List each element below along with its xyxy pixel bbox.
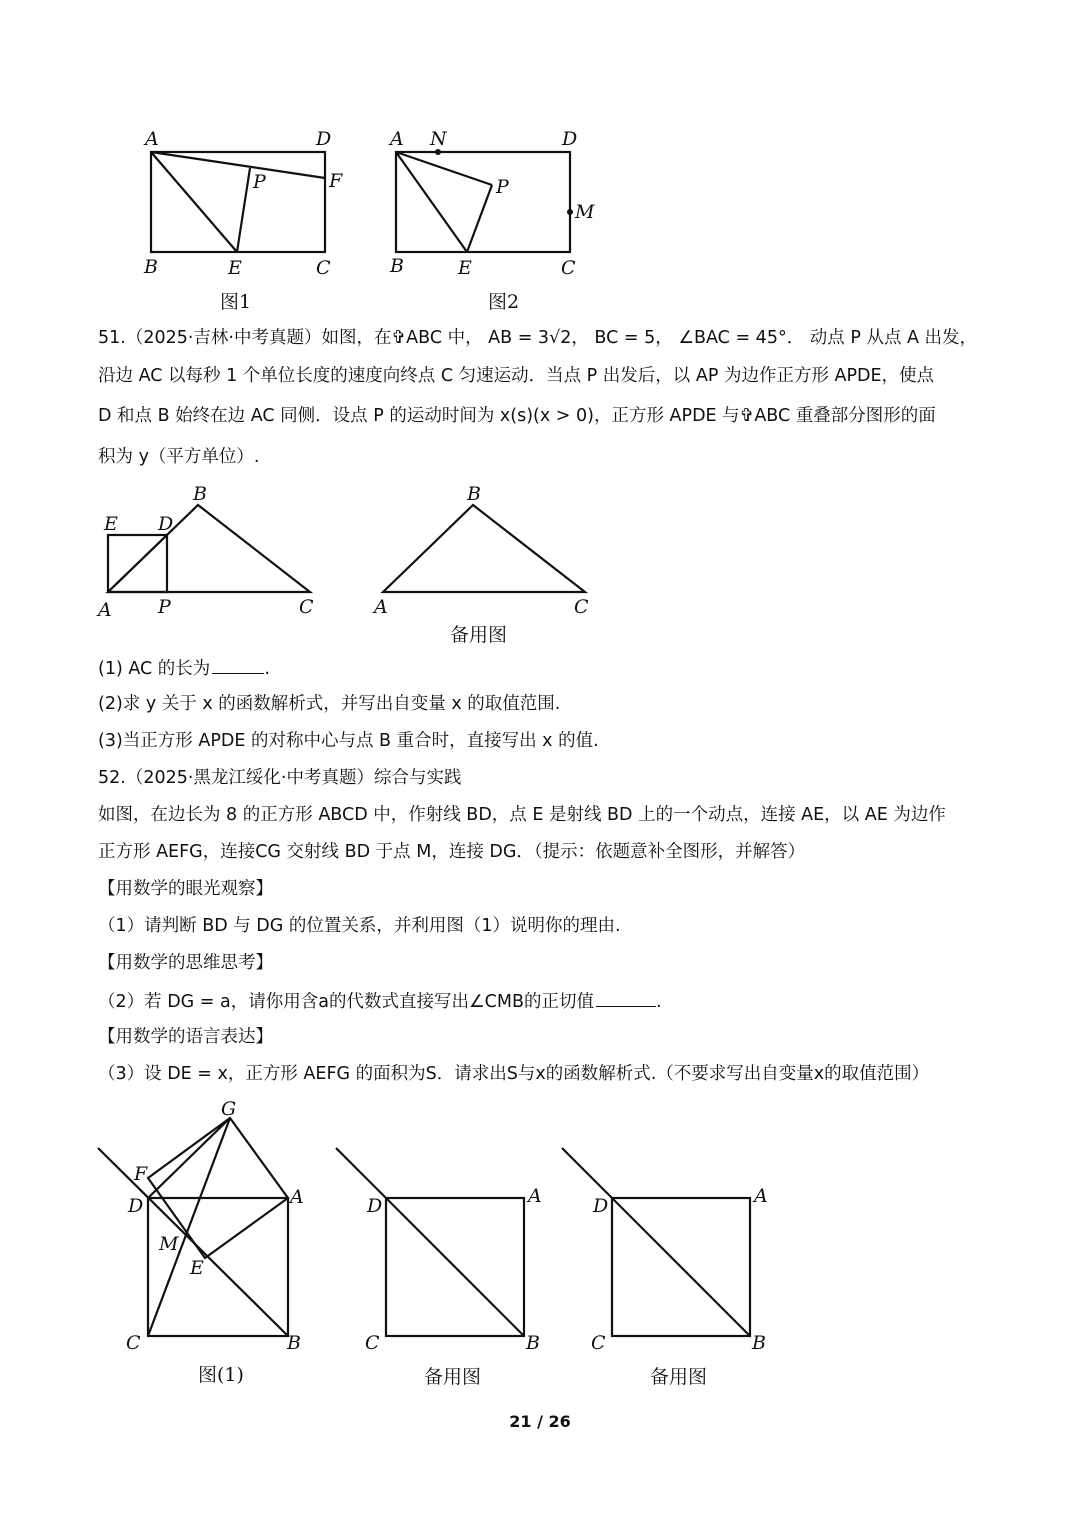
q51-line-4: 积为 y（平方单位）. — [98, 447, 260, 467]
fig2-segment-ap — [396, 152, 492, 185]
q52-fig1-label-m: M — [159, 1233, 179, 1255]
q51-spare-figure — [0, 470, 1080, 650]
q51-line-2: 沿边 AC 以每秒 1 个单位长度的速度向终点 C 匀速运动．当点 P 出发后，以 AP 为边作正方形 APDE，使点 — [98, 366, 935, 386]
fig2-label-d: D — [562, 128, 578, 150]
figure-2 — [0, 0, 1080, 320]
q52-sub-2 — [98, 988, 662, 1014]
fig1-label-e: E — [228, 257, 242, 279]
q52-fig1-label-f: F — [134, 1163, 148, 1185]
q52-spareC-label-a: A — [754, 1185, 768, 1207]
q52-line-3: 正方形 AEFG，连接CG 交射线 BD 于点 M，连接 DG．（提示：依题意补全图形，并解答） — [98, 842, 806, 862]
fig2-label-n: N — [430, 128, 447, 150]
q51-line-1: 51.（2025·吉林·中考真题）如图，在✞ABC 中， AB = 3√2， BC = 5， ∠BAC = 45°． 动点 P 从点 A 出发， — [98, 328, 978, 348]
fig2-label-b: B — [390, 255, 404, 277]
q51-spare-triangle — [383, 505, 585, 592]
q51-part-1-text: (1) AC 的长为 — [98, 659, 211, 679]
fig2-label-c: C — [561, 257, 576, 279]
q51-part-1-blank — [212, 655, 264, 674]
fig2-caption: 图2 — [488, 291, 520, 313]
fig1-label-b: B — [144, 256, 158, 278]
q51-label-c: C — [299, 596, 314, 618]
q52-fig1-label-c: C — [126, 1332, 141, 1354]
q52-heading-2: 【用数学的思维思考】 — [98, 953, 273, 973]
q52-sub-3: （3）设 DE = x，正方形 AEFG 的面积为S．请求出S与x的函数解析式.（不要求写出自变量x的取值范围） — [98, 1064, 930, 1084]
q52-spareC-caption: 备用图 — [650, 1366, 708, 1388]
q52-spareC-ray-bd — [562, 1148, 750, 1336]
q52-fig1-label-d: D — [128, 1195, 144, 1217]
q51-label-b: B — [193, 483, 207, 505]
fig1-label-c: C — [316, 257, 331, 279]
fig2-segment-ae — [396, 152, 467, 252]
q52-line-1: 52.（2025·黑龙江绥化·中考真题）综合与实践 — [98, 768, 462, 788]
q51-part-1-end: . — [264, 659, 270, 679]
q52-spareB-label-c: C — [365, 1332, 380, 1354]
q51-label-e: E — [104, 513, 118, 535]
q51-part-2: (2)求 y 关于 x 的函数解析式，并写出自变量 x 的取值范围. — [98, 694, 561, 714]
fig2-label-e: E — [458, 257, 472, 279]
q52-fig1-label-g: G — [221, 1098, 237, 1120]
q52-heading-3: 【用数学的语言表达】 — [98, 1027, 273, 1047]
fig1-label-d: D — [316, 128, 332, 150]
fig2-label-m: M — [575, 201, 595, 223]
q52-spareB-label-a: A — [528, 1185, 542, 1207]
q52-sub-2-end: . — [655, 992, 662, 1012]
q52-fig1-caption: 图(1) — [198, 1364, 244, 1386]
q52-spareB-label-b: B — [526, 1332, 540, 1354]
fig2-label-a: A — [390, 128, 404, 150]
q52-spareB-caption: 备用图 — [424, 1366, 482, 1388]
q52-line-2: 如图，在边长为 8 的正方形 ABCD 中，作射线 BD，点 E 是射线 BD 上的一个动点，连接 AE，以 AE 为边作 — [98, 805, 946, 825]
q52-sub-2-text: （2）若 DG = a，请你用含a的代数式直接写出∠CMB的正切值 — [98, 992, 594, 1012]
q52-sub-1: （1）请判断 BD 与 DG 的位置关系，并利用图（1）说明你的理由. — [98, 916, 621, 936]
q52-spare-figure-2 — [0, 1090, 1080, 1390]
page-number: 21 / 26 — [509, 1412, 571, 1431]
fig2-segment-ep — [467, 185, 492, 252]
fig2-rectangle — [396, 152, 570, 252]
q52-fig1-label-b: B — [287, 1332, 301, 1354]
q51-part-1 — [98, 655, 270, 681]
q52-spareC-label-b: B — [752, 1332, 766, 1354]
fig2-point-m — [567, 209, 573, 215]
q52-fig1-label-a: A — [290, 1186, 304, 1208]
q51-spare-caption: 备用图 — [450, 624, 508, 646]
q51-spare-label-b: B — [467, 483, 481, 505]
q51-spare-label-c: C — [574, 596, 589, 618]
q51-label-d: D — [158, 513, 174, 535]
fig1-label-a: A — [145, 128, 159, 150]
q52-spareB-label-d: D — [367, 1195, 383, 1217]
fig1-label-f: F — [329, 170, 343, 192]
q51-label-a: A — [98, 599, 112, 621]
q52-spareC-label-c: C — [591, 1332, 606, 1354]
q51-part-3: (3)当正方形 APDE 的对称中心与点 B 重合时，直接写出 x 的值. — [98, 731, 599, 751]
fig1-label-p: P — [253, 171, 266, 193]
q52-spareC-label-d: D — [593, 1195, 609, 1217]
q52-fig1-label-e: E — [190, 1257, 204, 1279]
q52-heading-1: 【用数学的眼光观察】 — [98, 879, 273, 899]
q51-spare-label-a: A — [374, 596, 388, 618]
fig1-caption: 图1 — [220, 291, 252, 313]
q52-sub-2-blank — [596, 988, 656, 1007]
fig2-label-p: P — [496, 176, 509, 198]
q51-label-p: P — [158, 596, 171, 618]
q51-line-3: D 和点 B 始终在边 AC 同侧．设点 P 的运动时间为 x(s)(x > 0)，正方形 APDE 与✞ABC 重叠部分图形的面 — [98, 406, 936, 426]
